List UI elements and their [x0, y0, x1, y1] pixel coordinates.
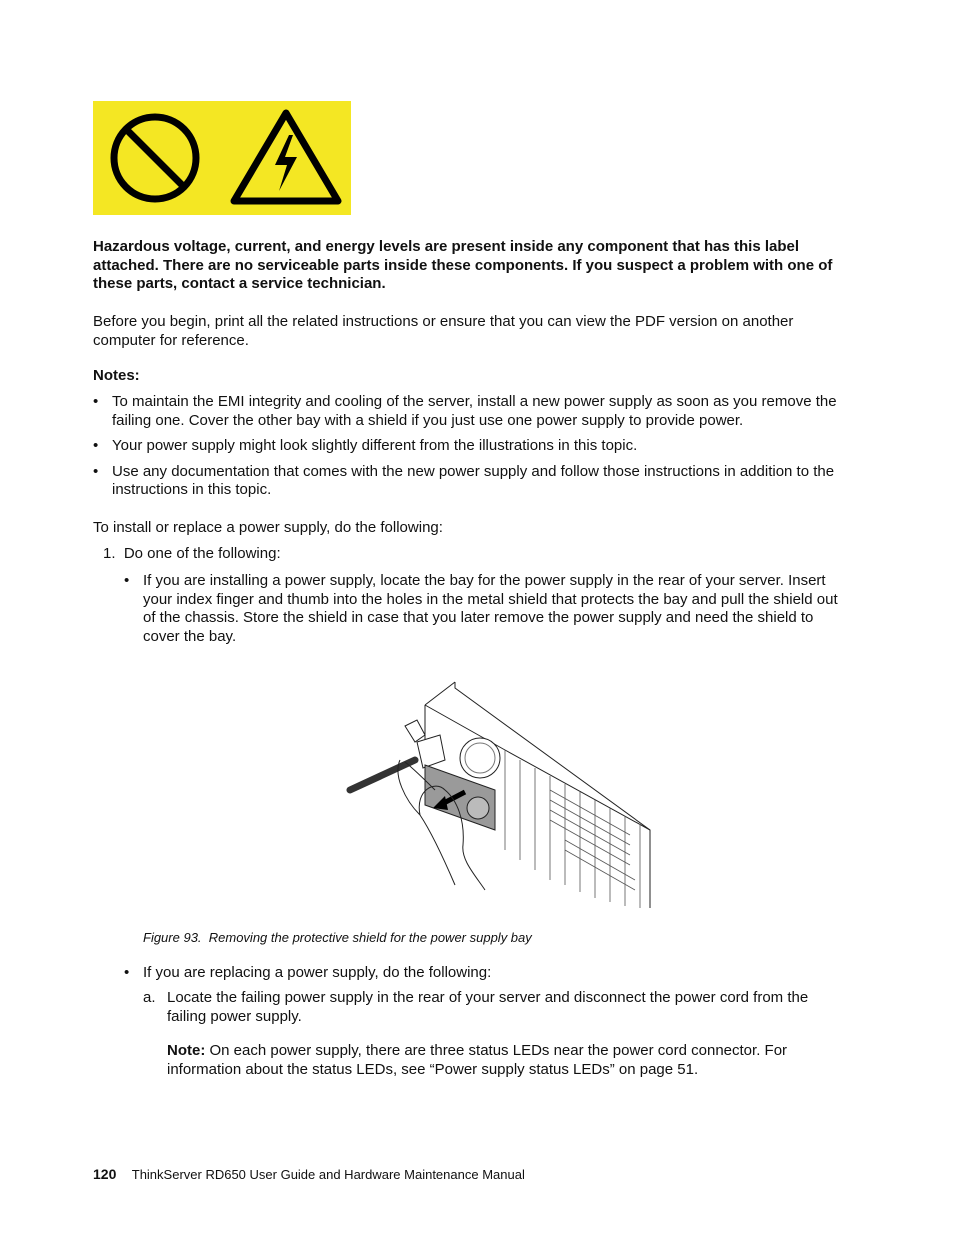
note-item: • Your power supply might look slightly different from the illustrations in this topic. — [93, 437, 853, 456]
high-voltage-icon — [234, 113, 338, 201]
replace-bullet: • If you are replacing a power supply, do the following: — [124, 964, 849, 983]
note-text: On each power supply, there are three status LEDs near the power cord connector. For information about the status LEDs, see “Power supply status LEDs” on page 51. — [167, 1042, 788, 1078]
page-footer — [93, 1165, 525, 1185]
install-bullet: • If you are installing a power supply, locate the bay for the power supply in the rear of your server. Insert your index finger and thumb into the holes in the metal shield that protects the bay and pull the shield out of the chassis. Store the shield in case that you later remove the power supply and need the shield to cover the bay. — [124, 572, 849, 646]
hazard-warning-text: Hazardous voltage, current, and energy levels are present inside any component that has this label attached. There are no serviceable parts inside these components. If you suspect a problem with one of these parts, contact a service technician. — [93, 238, 833, 292]
safety-warning-label — [93, 101, 351, 215]
note-item: • Use any documentation that comes with the new power supply and follow those instructions in addition to the instructions in this topic. — [93, 463, 853, 500]
install-bullet-list — [124, 572, 849, 646]
no-screwdriver-icon — [114, 117, 196, 199]
note-block — [167, 1042, 847, 1079]
note-item: • To maintain the EMI integrity and cooling of the server, install a new power supply as soon as you remove the failing one. Cover the other bay with a shield if you just use one power supply to provide power. — [93, 393, 853, 430]
note-label: Note: — [167, 1042, 206, 1059]
document-title: ThinkServer RD650 User Guide and Hardware Maintenance Manual — [131, 1167, 525, 1182]
before-you-begin-text: Before you begin, print all the related instructions or ensure that you can view the PDF version on another computer for reference. — [93, 313, 794, 349]
notes-list — [93, 393, 853, 507]
step-a-text: Locate the failing power supply in the rear of your server and disconnect the power cord from the failing power supply. — [167, 989, 809, 1025]
procedure-intro: To install or replace a power supply, do the following: — [93, 519, 443, 536]
replace-bullet-list — [124, 964, 849, 983]
step-1: 1. Do one of the following: — [103, 545, 281, 562]
figure-caption: Figure 93. Removing the protective shield for the power supply bay — [143, 930, 532, 945]
step-a-marker: a. — [143, 989, 156, 1006]
notes-heading: Notes: — [93, 367, 140, 384]
step-a — [143, 989, 848, 1026]
page-number: 120 — [93, 1166, 117, 1182]
power-supply-shield-illustration — [345, 680, 655, 908]
